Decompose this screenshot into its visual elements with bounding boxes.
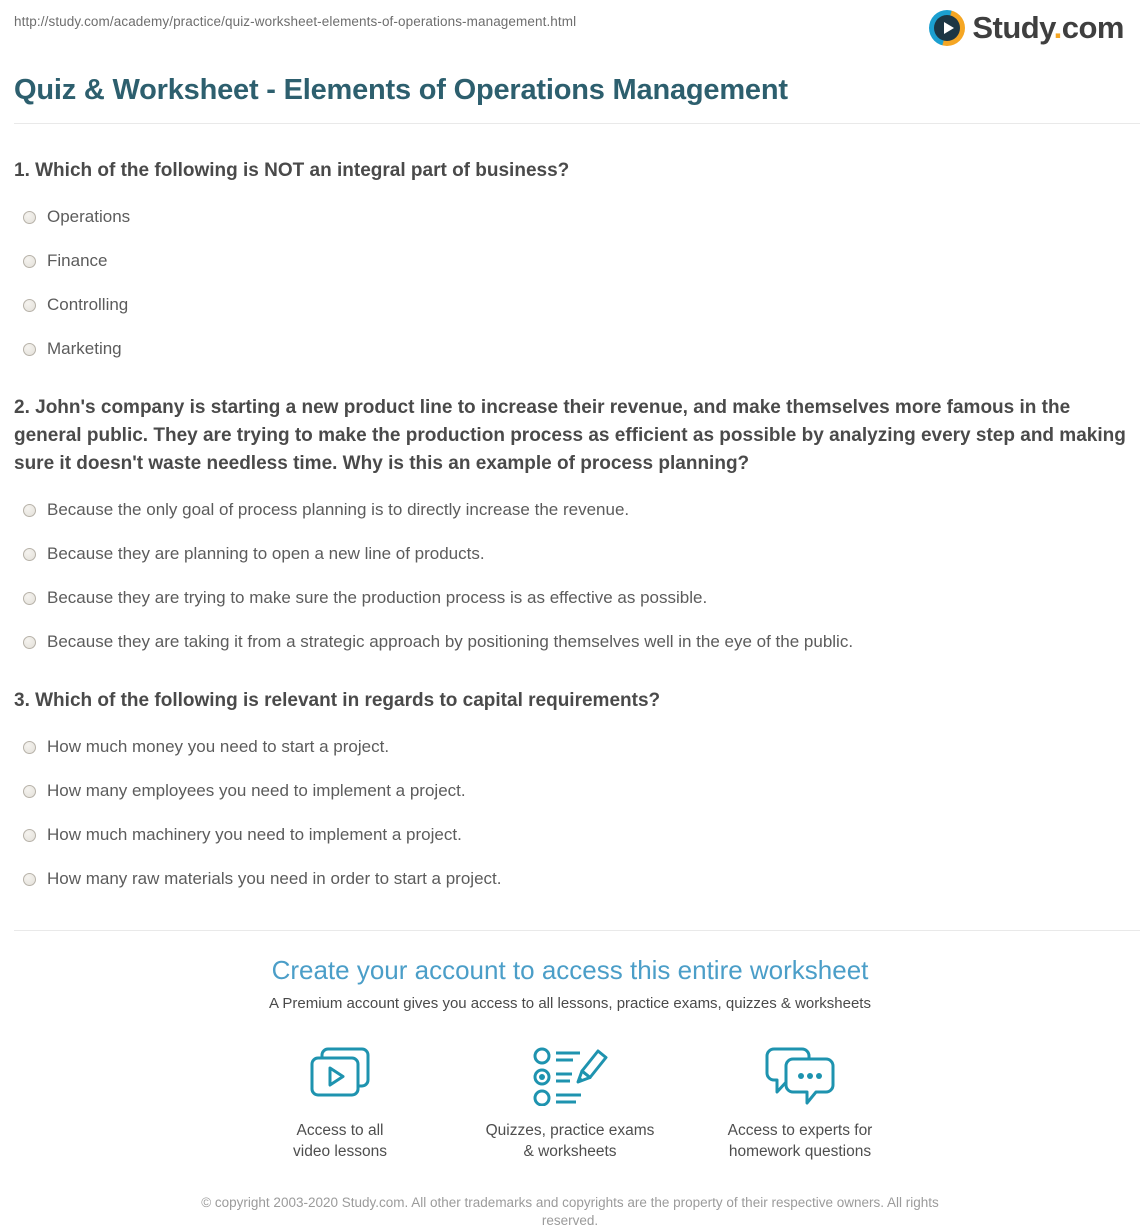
features-row [230, 1046, 910, 1162]
radio-button[interactable] [23, 255, 36, 268]
create-account-link[interactable]: Create your account to access this entire worksheet [271, 955, 869, 985]
video-player-icon [304, 1046, 376, 1106]
feature-video-lessons [230, 1046, 450, 1162]
feature-label-line: Quizzes, practice exams [485, 1122, 655, 1139]
question-1 [0, 157, 1140, 361]
radio-button[interactable] [23, 343, 36, 356]
radio-button[interactable] [23, 829, 36, 842]
studycom-play-icon [929, 10, 965, 46]
answer-label: How much money you need to start a project. [47, 737, 390, 756]
radio-button[interactable] [23, 592, 36, 605]
feature-label [690, 1120, 910, 1162]
feature-label-line: video lessons [293, 1143, 387, 1160]
radio-button[interactable] [23, 741, 36, 754]
answer-option[interactable] [0, 823, 1140, 847]
answer-option[interactable] [0, 735, 1140, 759]
copyright-notice: © copyright 2003-2020 Study.com. All other trademarks and copyrights are the property of their respective owners. All rights reserved. [201, 1195, 939, 1228]
answer-label: Because the only goal of process planning is to directly increase the revenue. [47, 500, 630, 519]
feature-quizzes-worksheets [460, 1046, 680, 1162]
answer-label: Because they are planning to open a new line of products. [47, 544, 485, 563]
answer-option[interactable] [0, 630, 1140, 654]
answer-label: How much machinery you need to implement a project. [47, 825, 462, 844]
answer-label: Controlling [47, 295, 129, 314]
cta-divider [14, 930, 1140, 931]
answer-label: How many employees you need to implement a project. [47, 781, 466, 800]
studycom-logo [929, 10, 1124, 46]
answer-option[interactable] [0, 205, 1140, 229]
answer-option[interactable] [0, 249, 1140, 273]
page-url: http://study.com/academy/practice/quiz-worksheet-elements-of-operations-management.html [14, 14, 577, 29]
logo-word: Study [972, 10, 1054, 45]
quiz-checklist-icon [531, 1046, 609, 1106]
premium-subheading: A Premium account gives you access to all lessons, practice exams, quizzes & worksheets [269, 995, 871, 1012]
answer-option[interactable] [0, 498, 1140, 522]
page-title: Quiz & Worksheet - Elements of Operations Management [14, 74, 788, 106]
answer-option[interactable] [0, 293, 1140, 317]
answer-option[interactable] [0, 586, 1140, 610]
question-3 [0, 687, 1140, 891]
feature-label-line: Access to experts for [727, 1122, 873, 1139]
question-text: 3. Which of the following is relevant in regards to capital requirements? [14, 690, 661, 711]
studycom-logo-text [972, 10, 1124, 46]
radio-button[interactable] [23, 785, 36, 798]
answer-options [0, 735, 1140, 891]
title-divider [14, 123, 1140, 124]
page-header [0, 0, 1140, 46]
feature-label-line: Access to all [296, 1122, 384, 1139]
feature-label-line: & worksheets [523, 1143, 617, 1160]
answer-label: Because they are trying to make sure the production process is as effective as possible. [47, 588, 708, 607]
answer-options [0, 205, 1140, 361]
question-2 [0, 394, 1140, 654]
radio-button[interactable] [23, 636, 36, 649]
answer-option[interactable] [0, 542, 1140, 566]
question-text: 2. John's company is starting a new product line to increase their revenue, and make themselves more famous in the general public. They are trying to make the production process as efficient as possible by analyzing every step and making sure it doesn't waste needless time. Why is this an example of process planning? [14, 397, 1126, 474]
radio-button[interactable] [23, 299, 36, 312]
answer-label: How many raw materials you need in order to start a project. [47, 869, 502, 888]
answer-option[interactable] [0, 779, 1140, 803]
feature-label-line: homework questions [728, 1143, 872, 1160]
feature-homework-experts [690, 1046, 910, 1162]
radio-button[interactable] [23, 211, 36, 224]
answer-label: Operations [47, 207, 131, 226]
logo-tld: com [1061, 10, 1124, 45]
chat-bubbles-icon [764, 1046, 836, 1106]
cta-section [0, 955, 1140, 1162]
answer-option[interactable] [0, 867, 1140, 891]
question-text: 1. Which of the following is NOT an integral part of business? [14, 160, 570, 181]
logo-dot: . [1053, 10, 1062, 45]
answer-options [0, 498, 1140, 654]
answer-label: Marketing [47, 339, 122, 358]
radio-button[interactable] [23, 873, 36, 886]
feature-label [230, 1120, 450, 1162]
answer-label: Because they are taking it from a strategic approach by positioning themselves well in the eye of the public. [47, 632, 854, 651]
radio-button[interactable] [23, 504, 36, 517]
radio-button[interactable] [23, 548, 36, 561]
feature-label [460, 1120, 680, 1162]
answer-label: Finance [47, 251, 108, 270]
answer-option[interactable] [0, 337, 1140, 361]
